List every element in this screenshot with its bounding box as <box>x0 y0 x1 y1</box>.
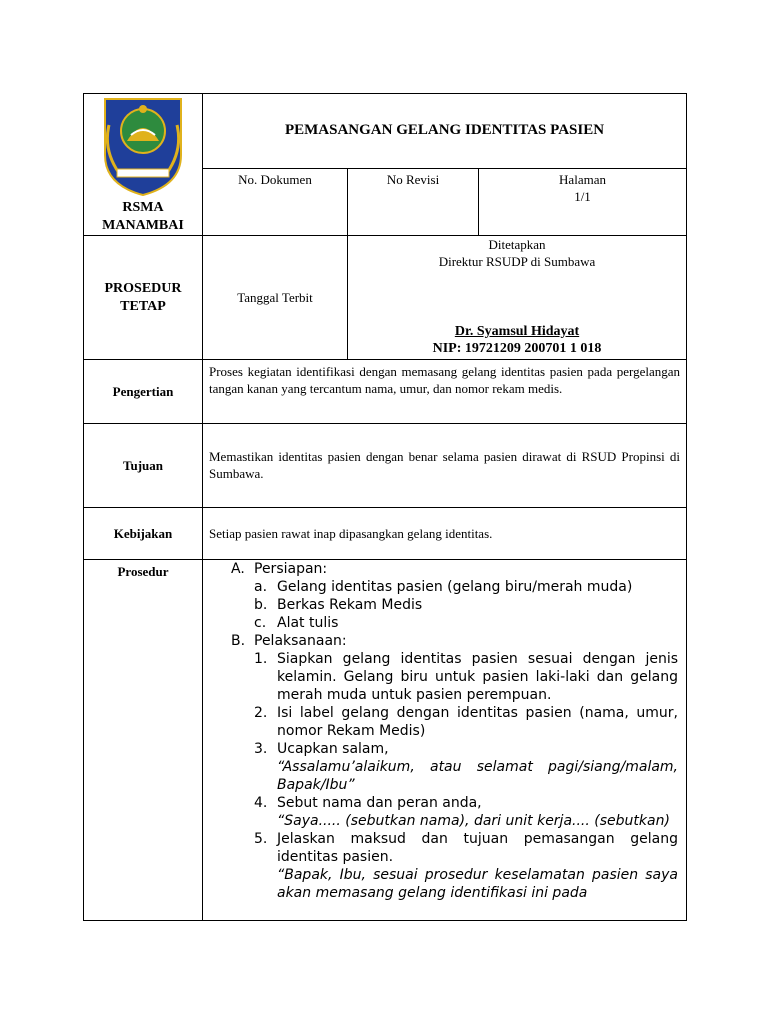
item-text: Alat tulis <box>277 615 339 631</box>
preparation-section <box>231 560 678 632</box>
pengertian-text: Proses kegiatan identifikasi dengan memasang gelang identitas pasien pada pergelangan tangan kanan yang tercantum nama, umur, dan nomor rekam medis. <box>203 360 687 424</box>
item-text: Isi label gelang dengan identitas pasien (nama, umur, nomor Rekam Medis) <box>277 705 679 739</box>
hospital-name-line2: MANAMBAI <box>102 218 184 233</box>
item-marker: a. <box>254 579 268 595</box>
item-marker: 2. <box>254 705 268 721</box>
item-marker: 3. <box>254 741 268 757</box>
page-value: 1/1 <box>574 188 591 204</box>
tujuan-text: Memastikan identitas pasien dengan benar selama pasien dirawat di RSUD Propinsi di Sumbawa. <box>203 424 687 508</box>
pengertian-label: Pengertian <box>84 360 203 424</box>
implementation-title: Pelaksanaan: <box>254 633 347 649</box>
item-text: Siapkan gelang identitas pasien sesuai dengan jenis kelamin. Gelang biru untuk pasien laki-laki dan gelang merah muda untuk pasien perempuan. <box>277 651 679 703</box>
list-item <box>254 578 678 596</box>
list-item <box>254 794 678 830</box>
section-marker: A. <box>231 561 245 577</box>
revision-label: No Revisi <box>348 168 479 235</box>
procedure-type-line2: TETAP <box>120 298 166 314</box>
approver-title: Direktur RSUDP di Sumbawa <box>438 254 596 269</box>
preparation-list <box>254 578 678 632</box>
page-info <box>479 168 687 235</box>
sop-table <box>83 93 687 921</box>
logo-cell <box>84 94 203 236</box>
approver-nip: NIP: 19721209 200701 1 018 <box>432 341 602 356</box>
procedure-steps <box>203 560 687 921</box>
kebijakan-text: Setiap pasien rawat inap dipasangkan gelang identitas. <box>203 508 687 560</box>
list-item <box>254 650 678 704</box>
item-quote: “Saya..... (sebutkan nama), dari unit kerja.... (sebutkan) <box>277 813 670 829</box>
hospital-emblem-icon <box>99 95 187 197</box>
procedure-sections <box>231 560 678 902</box>
item-text: Gelang identitas pasien (gelang biru/merah muda) <box>277 579 633 595</box>
item-text: Ucapkan salam, <box>277 741 389 757</box>
list-item <box>254 830 678 902</box>
issue-date-label: Tanggal Terbit <box>203 236 348 360</box>
section-marker: B. <box>231 633 246 649</box>
hospital-name-line1: RSMA <box>122 200 164 215</box>
list-item <box>254 704 678 740</box>
item-marker: 4. <box>254 795 268 811</box>
approved-label: Ditetapkan <box>488 237 546 252</box>
item-quote: “Assalamu’alaikum, atau selamat pagi/siang/malam, Bapak/Ibu” <box>277 759 679 793</box>
item-marker: 5. <box>254 831 268 847</box>
item-marker: b. <box>254 597 268 613</box>
hospital-logo <box>84 94 202 199</box>
item-marker: c. <box>254 615 267 631</box>
implementation-section <box>231 632 678 902</box>
list-item <box>254 740 678 794</box>
implementation-list <box>254 650 678 902</box>
doc-number-label: No. Dokumen <box>203 168 348 235</box>
procedure-type-line1: PROSEDUR <box>104 280 182 296</box>
item-text: Sebut nama dan peran anda, <box>277 795 482 811</box>
list-item <box>254 596 678 614</box>
item-text: Jelaskan maksud dan tujuan pemasangan gelang identitas pasien. <box>277 831 679 865</box>
sop-document <box>83 93 686 921</box>
prosedur-label: Prosedur <box>84 560 203 921</box>
item-text: Berkas Rekam Medis <box>277 597 423 613</box>
approval-block <box>348 236 687 360</box>
preparation-title: Persiapan: <box>254 561 328 577</box>
procedure-type <box>84 236 203 360</box>
kebijakan-label: Kebijakan <box>84 508 203 560</box>
tujuan-label: Tujuan <box>84 424 203 508</box>
list-item <box>254 614 678 632</box>
approver-name: Dr. Syamsul Hidayat <box>454 324 580 339</box>
document-title: PEMASANGAN GELANG IDENTITAS PASIEN <box>203 94 687 169</box>
page-label: Halaman <box>559 171 606 187</box>
item-quote: “Bapak, Ibu, sesuai prosedur keselamatan pasien saya akan memasang gelang identifikasi ini pada <box>277 867 679 901</box>
hospital-name <box>84 199 202 235</box>
item-marker: 1. <box>254 651 268 667</box>
